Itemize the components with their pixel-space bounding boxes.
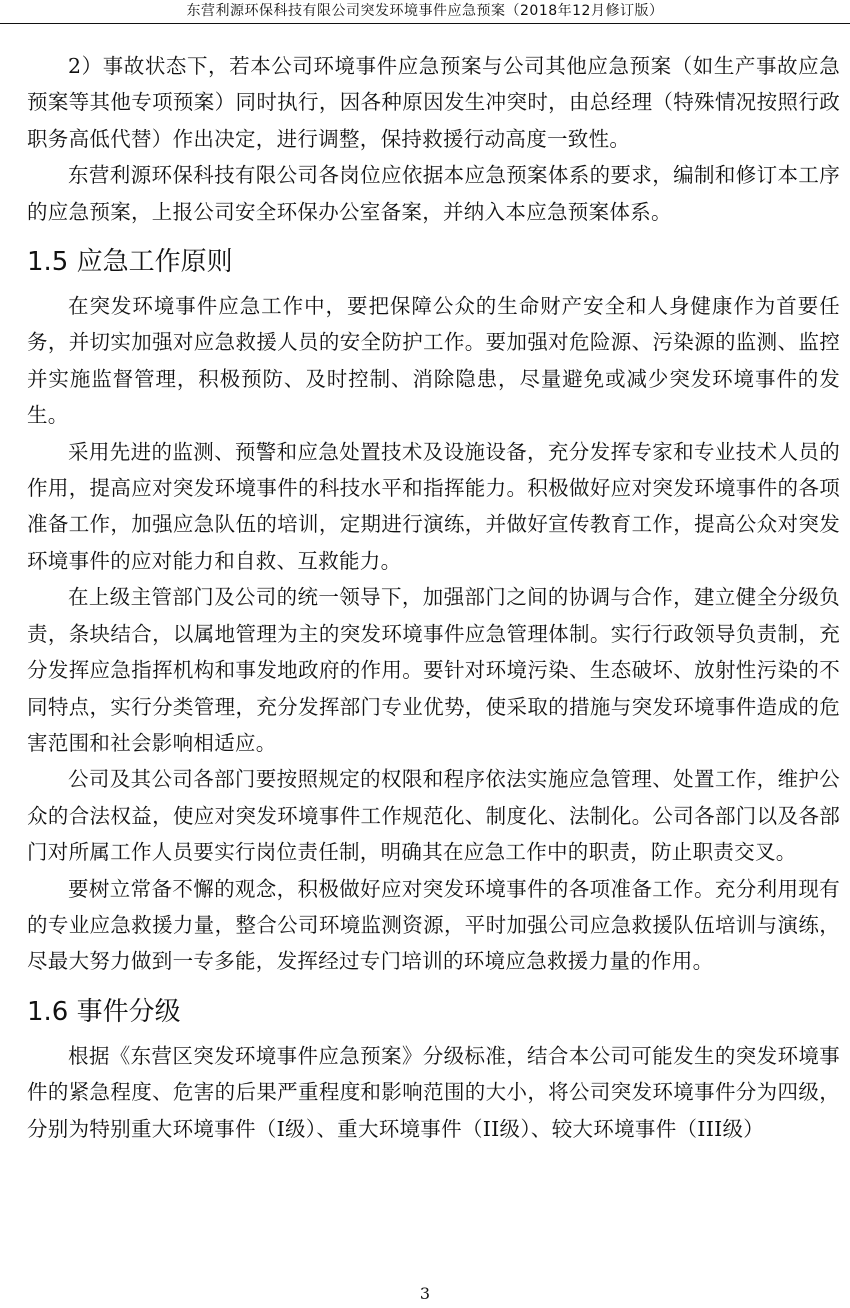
page-number: 3 (419, 1284, 431, 1303)
paragraph: 东营利源环保科技有限公司各岗位应依据本应急预案体系的要求，编制和修订本工序的应急预案，上报公司安全环保办公室备案，并纳入本应急预案体系。 (27, 163, 840, 224)
paragraph: 公司及其公司各部门要按照规定的权限和程序依法实施应急管理、处置工作，维护公众的合法权益，使应对突发环境事件工作规范化、制度化、法制化。公司各部门以及各部门对所属工作人员要实行岗位责任制，明确其在应急工作中的职责，防止职责交叉。 (27, 767, 840, 865)
paragraph: 在上级主管部门及公司的统一领导下，加强部门之间的协调与合作，建立健全分级负责，条块结合，以属地管理为主的突发环境事件应急管理体制。实行行政领导负责制，充分发挥应急指挥机构和事发地政府的作用。要针对环境污染、生态破坏、放射性污染的不同特点，实行分类管理，充分发挥部门专业优势，使采取的措施与突发环境事件造成的危害范围和社会影响相适应。 (27, 585, 840, 755)
paragraph: 在突发环境事件应急工作中，要把保障公众的生命财产安全和人身健康作为首要任务，并切实加强对应急救援人员的安全防护工作。要加强对危险源、污染源的监测、监控并实施监督管理，积极预防、及时控制、消除隐患，尽量避免或减少突发环境事件的发生。 (27, 294, 840, 428)
paragraph: 要树立常备不懈的观念，积极做好应对突发环境事件的各项准备工作。充分利用现有的专业应急救援力量，整合公司环境监测资源，平时加强公司应急救援队伍培训与演练，尽最大努力做到一专多能，发挥经过专门培训的环境应急救援力量的作用。 (27, 876, 840, 974)
paragraph: 根据《东营区突发环境事件应急预案》分级标准，结合本公司可能发生的突发环境事件的紧急程度、危害的后果严重程度和影响范围的大小，将公司突发环境事件分为四级，分别为特别重大环境事件（I级）、重大环境事件（II级）、较大环境事件（III级） (27, 1043, 840, 1141)
paragraph: 2）事故状态下，若本公司环境事件应急预案与公司其他应急预案（如生产事故应急预案等其他专项预案）同时执行，因各种原因发生冲突时，由总经理（特殊情况按照行政职务高低代替）作出决定，进行调整，保持救援行动高度一致性。 (27, 54, 840, 151)
section-heading-1-6: 1.6 事件分级 (27, 996, 181, 1027)
section-heading-1-5: 1.5 应急工作原则 (27, 247, 233, 278)
document-body (27, 48, 840, 1147)
paragraph: 采用先进的监测、预警和应急处置技术及设施设备，充分发挥专家和专业技术人员的作用，提高应对突发环境事件的科技水平和指挥能力。积极做好应对突发环境事件的各项准备工作，加强应急队伍的培训，定期进行演练，并做好宣传教育工作，提高公众对突发环境事件的应对能力和自救、互救能力。 (27, 439, 840, 573)
page-header: 东营利源环保科技有限公司突发环境事件应急预案（2018年12月修订版） (0, 0, 850, 24)
